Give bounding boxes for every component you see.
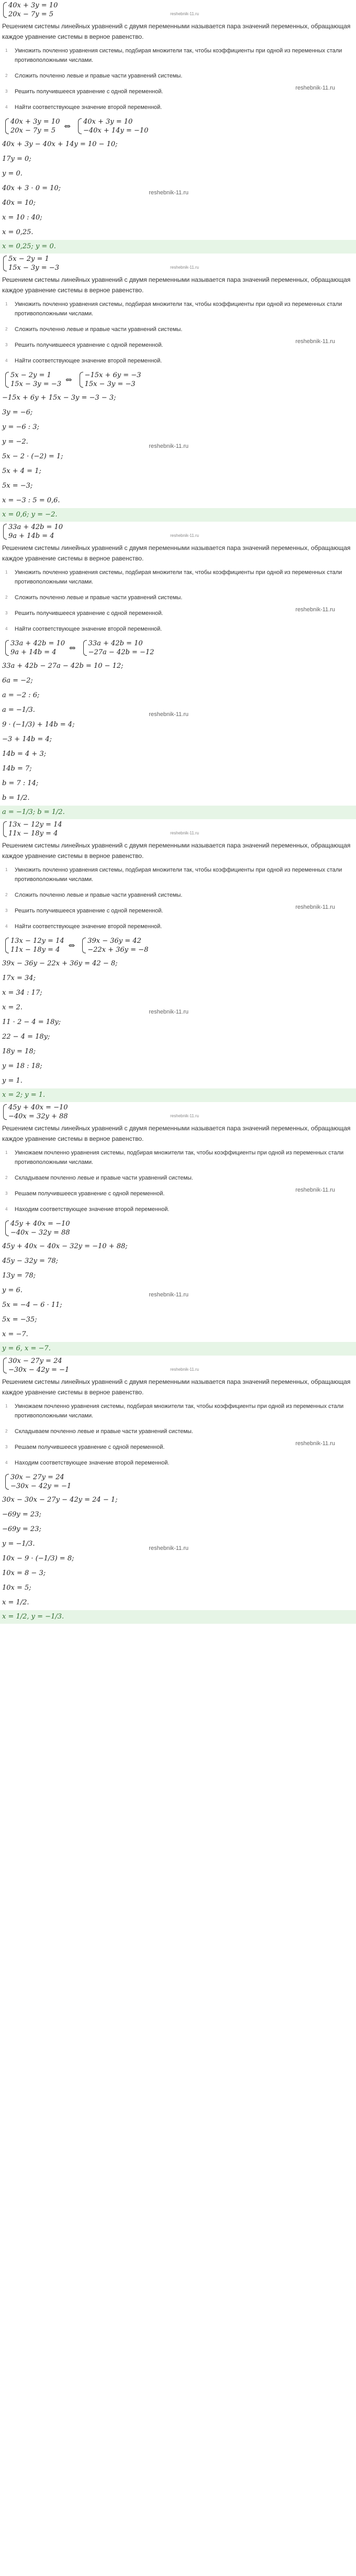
transform-left [4, 1219, 70, 1237]
solution-line: 5x = −4 − 6 · 11; [2, 1301, 62, 1309]
step-text: Умножить почленно уравнения системы, подбирая множители так, чтобы коэффициенты при одной из переменных стали противоположными числами. [15, 867, 342, 883]
method-step [0, 1424, 356, 1439]
solution-line: 33a + 42b − 27a − 42b = 10 − 12; [2, 662, 124, 670]
system-line: 5x − 2y = 1 [8, 255, 49, 263]
solution-line: x = 2. [2, 1004, 23, 1011]
step-text: Умножить почленно уравнения системы, подбирая множители так, чтобы коэффициенты при одной из переменных стали противоположными числами. [15, 569, 342, 585]
solution-line: b = 7 : 14; [2, 779, 39, 787]
answer-line: y = 6, x = −7. [0, 1342, 356, 1356]
method-step [0, 353, 356, 369]
step-text: Решаем получившееся уравнение с одной переменной. [15, 1444, 165, 1450]
method-step [0, 1202, 356, 1217]
definition-text: Решением системы линейных уравнений с двумя переменными называется пара значений переменных, обращающая каждое уравнение системы в верное равенство. [2, 842, 351, 860]
solution-line: x = −7. [2, 1330, 28, 1338]
solutions-sheet [0, 1, 356, 1624]
transform-right [82, 639, 154, 657]
answer-line: x = 2; y = 1. [0, 1088, 356, 1102]
solution-line: y = −2. [2, 438, 28, 446]
system-line: 9a + 14b = 4 [8, 532, 54, 540]
step-number: 2 [5, 73, 8, 78]
solution-line: a = −1/3. [2, 706, 35, 714]
system-transform [0, 115, 356, 137]
definition-text: Решением системы линейных уравнений с двумя переменными называется пара значений переменных, обращающая каждое уравнение системы в верное равенство. [2, 544, 351, 562]
watermark: reshebnik-11.ru [295, 85, 335, 91]
step-text: Сложить почленно левые и правые части уравнений системы. [15, 326, 183, 333]
equation-system [2, 523, 356, 541]
transform-right [77, 117, 148, 135]
system-line: −30x − 42y = −1 [8, 1366, 70, 1374]
system-line: 33a + 42b = 10 [10, 640, 65, 647]
step-number: 1 [5, 1404, 8, 1408]
step-number: 1 [5, 1150, 8, 1155]
solution-line: 6a = −2; [2, 677, 33, 685]
method-step [0, 84, 356, 100]
system-line: 15x − 3y = −3 [84, 380, 136, 388]
equivalence-arrow-icon: ⇔ [68, 941, 75, 950]
transform-left [4, 117, 60, 135]
solution-line: x = 10 : 40; [2, 214, 42, 222]
step-number: 2 [5, 1429, 8, 1434]
method-step [0, 1170, 356, 1186]
task-block [0, 1, 356, 254]
step-number: 3 [5, 1191, 8, 1196]
equivalence-arrow-icon: ⇔ [64, 122, 71, 131]
system-line: 13x − 12y = 14 [8, 821, 62, 829]
solution-line: 45y − 32y = 78; [2, 1257, 59, 1265]
step-text: Найти соответствующее значение второй переменной. [15, 358, 162, 364]
solution-line: a = −2 : 6; [2, 691, 40, 699]
watermark: reshebnik-11.ru [149, 711, 188, 718]
step-number: 4 [5, 105, 8, 109]
solution-line: 5x = −3; [2, 482, 33, 490]
solution-line: 11 · 2 − 4 = 18y; [2, 1018, 61, 1026]
step-number: 1 [5, 867, 8, 872]
method-step [0, 43, 356, 68]
solution-line: y = 0. [2, 170, 23, 178]
step-text: Решить получившееся уравнение с одной переменной. [15, 342, 163, 348]
solution-line: 9 · (−1/3) + 14b = 4; [2, 721, 75, 729]
solution-line: 17x = 34; [2, 974, 36, 982]
step-text: Умножаем почленно уравнения системы, подбирая множители так, чтобы коэффициенты при одной из переменных стали противоположными числами. [15, 1150, 344, 1165]
step-number: 2 [5, 893, 8, 897]
step-text: Складываем почленно левые и правые части уравнений системы. [15, 1175, 193, 1181]
system-transform [0, 1217, 356, 1239]
transform-left [4, 639, 65, 657]
system-line: 45y + 40x = −10 [8, 1104, 68, 1111]
solution-line: b = 1/2. [2, 794, 30, 802]
step-text: Умножить почленно уравнения системы, подбирая множители так, чтобы коэффициенты при одной из переменных стали противоположными числами. [15, 48, 342, 63]
system-line: 15x − 3y = −3 [8, 264, 59, 272]
system-line: −27a − 42b = −12 [88, 648, 154, 656]
method-step [0, 322, 356, 337]
step-number: 3 [5, 611, 8, 615]
system-line: 33a + 42b = 10 [88, 640, 143, 647]
solution-line: −15x + 6y + 15x − 3y = −3 − 3; [2, 394, 116, 402]
step-number: 3 [5, 89, 8, 94]
definition-text: Решением системы линейных уравнений с двумя переменными называется пара значений переменных, обращающая каждое уравнение системы в верное равенство. [2, 23, 351, 40]
solution-line: x = 0,25. [2, 228, 34, 236]
watermark: reshebnik-11.ru [149, 190, 188, 196]
method-step [0, 1399, 356, 1424]
solution-line: 30x − 30x − 27y − 42y = 24 − 1; [2, 1496, 118, 1504]
step-number: 1 [5, 570, 8, 575]
answer-line: a = −1/3; b = 1/2. [0, 806, 356, 819]
watermark-small: reshebnik-11.ru [170, 1367, 199, 1372]
method-step [0, 1186, 356, 1202]
solution-line: 5x = −35; [2, 1316, 37, 1324]
system-transform [0, 369, 356, 391]
step-number: 2 [5, 327, 8, 332]
system-line: 15x − 3y = −3 [10, 380, 61, 388]
system-line: −40x − 32y = 88 [10, 1229, 70, 1237]
solution-line: 40x + 3 · 0 = 10; [2, 184, 61, 192]
solution-line: 14b = 4 + 3; [2, 750, 47, 758]
method-step [0, 1439, 356, 1455]
watermark: reshebnik-11.ru [149, 443, 188, 449]
step-text: Сложить почленно левые и правые части уравнений системы. [15, 892, 183, 898]
watermark: reshebnik-11.ru [295, 607, 335, 613]
system-line: 40x + 3y = 10 [10, 118, 60, 126]
step-text: Умножаем почленно уравнения системы, подбирая множители так, чтобы коэффициенты при одной из переменных стали противоположными числами. [15, 1403, 344, 1419]
method-step [0, 337, 356, 353]
method-step [0, 862, 356, 887]
system-line: 20x − 7y = 5 [8, 10, 54, 18]
solution-line: 17y = 0; [2, 155, 31, 163]
method-step [0, 296, 356, 322]
system-line: 11x − 18y = 4 [10, 946, 60, 954]
system-transform [0, 934, 356, 956]
equivalence-arrow-icon: ⇔ [65, 375, 72, 384]
system-line: 40x + 3y = 10 [8, 2, 58, 9]
equation-system [2, 255, 356, 272]
equation-system [2, 820, 356, 838]
solution-line: −3 + 14b = 4; [2, 735, 52, 743]
watermark: reshebnik-11.ru [149, 1292, 188, 1298]
method-step [0, 903, 356, 919]
watermark-small: reshebnik-11.ru [170, 265, 199, 270]
solution-line: −69y = 23; [2, 1525, 41, 1533]
transform-left [4, 1473, 71, 1491]
transform-right [81, 937, 148, 954]
step-number: 4 [5, 924, 8, 929]
step-text: Найти соответствующее значение второй переменной. [15, 626, 162, 632]
system-line: 5x − 2y = 1 [10, 371, 51, 379]
step-text: Умножить почленно уравнения системы, подбирая множители так, чтобы коэффициенты при одной из переменных стали противоположными числами. [15, 301, 342, 317]
solution-line: 10x = 8 − 3; [2, 1569, 46, 1577]
solution-line: 40x = 10; [2, 199, 36, 207]
solution-line: 10x = 5; [2, 1584, 31, 1592]
watermark: reshebnik-11.ru [295, 1187, 335, 1193]
step-text: Сложить почленно левые и правые части уравнений системы. [15, 73, 183, 79]
transform-right [79, 371, 141, 389]
equation-system [2, 1103, 356, 1121]
step-number: 1 [5, 48, 8, 53]
step-number: 3 [5, 1445, 8, 1449]
method-step [0, 1145, 356, 1170]
step-number: 4 [5, 358, 8, 363]
system-line: 9a + 14b = 4 [10, 648, 57, 656]
system-line: 40x + 3y = 10 [83, 118, 133, 126]
solution-line: 45y + 40x − 40x − 32y = −10 + 88; [2, 1242, 128, 1250]
solution-line: x = 1/2. [2, 1599, 29, 1606]
step-text: Решить получившееся уравнение с одной переменной. [15, 610, 163, 617]
step-text: Найти соответствующее значение второй переменной. [15, 104, 162, 111]
step-number: 1 [5, 302, 8, 306]
method-step [0, 100, 356, 115]
watermark: reshebnik-11.ru [149, 1545, 188, 1551]
step-number: 4 [5, 1207, 8, 1212]
step-number: 4 [5, 626, 8, 631]
equation-system [2, 1, 356, 19]
step-number: 3 [5, 343, 8, 347]
solution-line: 5x − 2 · (−2) = 1; [2, 453, 63, 460]
transform-left [4, 937, 64, 954]
method-step [0, 919, 356, 934]
system-line: 39x − 36y = 42 [87, 937, 141, 945]
solution-line: 18y = 18; [2, 1048, 36, 1055]
watermark-small: reshebnik-11.ru [170, 831, 199, 835]
definition-text: Решением системы линейных уравнений с двумя переменными называется пара значений переменных, обращающая каждое уравнение системы в верное равенство. [2, 1378, 351, 1396]
definition-text: Решением системы линейных уравнений с двумя переменными называется пара значений переменных, обращающая каждое уравнение системы в верное равенство. [2, 1125, 351, 1142]
watermark: reshebnik-11.ru [295, 1440, 335, 1447]
method-step [0, 1455, 356, 1471]
watermark: reshebnik-11.ru [295, 904, 335, 910]
system-line: 13x − 12y = 14 [10, 937, 64, 945]
solution-line: x = 34 : 17; [2, 989, 42, 997]
watermark: reshebnik-11.ru [295, 338, 335, 345]
step-number: 3 [5, 908, 8, 913]
system-line: −40x + 14y = −10 [83, 127, 149, 135]
method-step [0, 68, 356, 84]
step-text: Находим соответствующее значение второй переменной. [15, 1460, 170, 1466]
system-line: 30x − 27y = 24 [8, 1357, 62, 1365]
solution-line: 14b = 7; [2, 765, 32, 773]
answer-line: x = 0,6; y = −2. [0, 508, 356, 522]
step-text: Находим соответствующее значение второй переменной. [15, 1206, 170, 1213]
step-number: 2 [5, 595, 8, 600]
step-number: 4 [5, 1460, 8, 1465]
solution-line: x = −3 : 5 = 0,6. [2, 497, 60, 504]
system-line: 33a + 42b = 10 [8, 523, 63, 531]
watermark: reshebnik-11.ru [149, 1009, 188, 1015]
system-line: −30x − 42y = −1 [10, 1482, 72, 1490]
solution-line: 39x − 36y − 22x + 36y = 42 − 8; [2, 960, 118, 967]
step-text: Найти соответствующее значение второй переменной. [15, 923, 162, 930]
solution-line: 5x + 4 = 1; [2, 467, 41, 475]
answer-line: x = 1/2, y = −1/3. [0, 1610, 356, 1624]
method-step [0, 606, 356, 621]
solution-line: y = 1. [2, 1077, 23, 1085]
system-line: −22x + 36y = −8 [87, 946, 149, 954]
step-text: Решить получившееся уравнение с одной переменной. [15, 908, 163, 914]
system-line: 20x − 7y = 5 [10, 127, 56, 135]
definition-text: Решением системы линейных уравнений с двумя переменными называется пара значений переменных, обращающая каждое уравнение системы в верное равенство. [2, 276, 351, 294]
solution-line: 22 − 4 = 18y; [2, 1033, 50, 1041]
solution-line: y = 18 : 18; [2, 1062, 42, 1070]
step-text: Решаем получившееся уравнение с одной переменной. [15, 1191, 165, 1197]
task-block [0, 523, 356, 819]
step-text: Складываем почленно левые и правые части уравнений системы. [15, 1428, 193, 1435]
method-step [0, 621, 356, 637]
system-transform [0, 1471, 356, 1493]
method-step [0, 887, 356, 903]
solution-line: y = −1/3. [2, 1540, 35, 1548]
solution-line: y = 6. [2, 1286, 23, 1294]
task-block [0, 1357, 356, 1624]
solution-line: y = −6 : 3; [2, 423, 39, 431]
solution-line: 13y = 78; [2, 1272, 36, 1280]
solution-line: 10x − 9 · (−1/3) = 8; [2, 1555, 74, 1562]
solution-line: 3y = −6; [2, 409, 33, 416]
equation-system [2, 1357, 356, 1374]
system-line: −40x = 32y + 88 [8, 1113, 68, 1120]
answer-line: x = 0,25; y = 0. [0, 240, 356, 254]
task-block [0, 820, 356, 1102]
equivalence-arrow-icon: ⇔ [69, 643, 76, 653]
system-line: 11x − 18y = 4 [8, 830, 58, 838]
system-line: −15x + 6y = −3 [84, 371, 141, 379]
solution-line: −69y = 23; [2, 1511, 41, 1518]
watermark-small: reshebnik-11.ru [170, 12, 199, 16]
system-line: 30x − 27y = 24 [10, 1473, 64, 1481]
step-text: Решить получившееся уравнение с одной переменной. [15, 89, 163, 95]
step-number: 2 [5, 1175, 8, 1180]
method-step [0, 565, 356, 590]
solution-line: 40x + 3y − 40x + 14y = 10 − 10; [2, 140, 118, 148]
task-block [0, 255, 356, 522]
task-block [0, 1103, 356, 1356]
system-line: 45y + 40x = −10 [10, 1220, 70, 1228]
watermark-small: reshebnik-11.ru [170, 1114, 199, 1118]
system-transform [0, 637, 356, 659]
method-step [0, 590, 356, 606]
watermark-small: reshebnik-11.ru [170, 533, 199, 538]
step-text: Сложить почленно левые и правые части уравнений системы. [15, 595, 183, 601]
transform-left [4, 371, 61, 389]
